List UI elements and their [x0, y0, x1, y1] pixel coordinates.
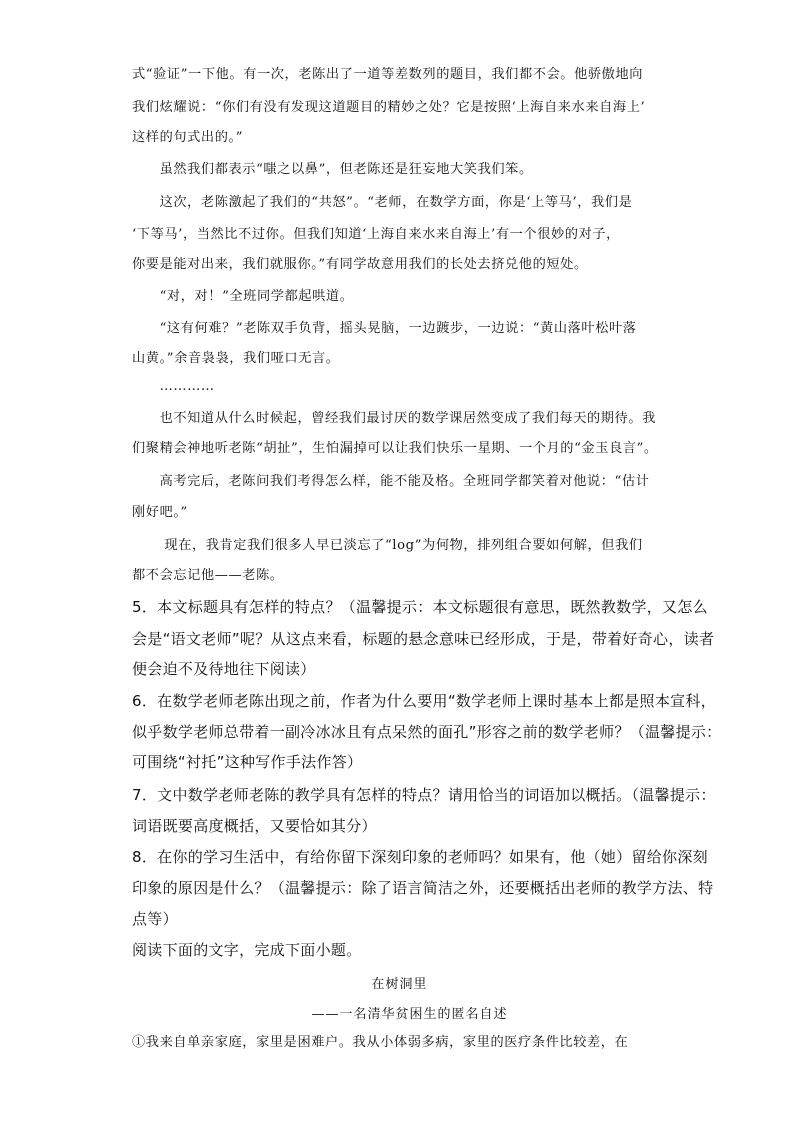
passage-line: ①我来自单亲家庭，家里是困难户。我从小体弱多病，家里的医疗条件比较差，在 — [132, 1035, 629, 1050]
question-line: 可围绕“衬托”这种写作手法作答） — [132, 753, 363, 771]
passage-line: 们聚精会神地听老陈“胡扯”，生怕漏掉可以让我们快乐一星期、一个月的“金玉良言”。 — [132, 441, 658, 456]
passage-line: 刚好吧。” — [132, 505, 188, 520]
passage-line: 也不知道从什么时候起，曾经我们最讨厌的数学课居然变成了我们每天的期待。我 — [132, 411, 656, 426]
question-line: 词语既要高度概括，又要恰如其分） — [132, 817, 377, 835]
question-line: 点等） — [132, 910, 178, 928]
passage-line: “对，对！”全班同学都起哄道。 — [132, 289, 354, 304]
question-line: 5．本文标题具有怎样的特点？（温馨提示：本文标题很有意思，既然教数学，又怎么 — [132, 598, 708, 616]
question-line: 印象的原因是什么？（温馨提示：除了语言简洁之外，还要概括出老师的教学方法、特 — [132, 879, 714, 897]
passage-line: 山黄。”余音袅袅，我们哑口无言。 — [132, 351, 340, 366]
question-line: 阅读下面的文字，完成下面小题。 — [132, 941, 362, 959]
passage-line: 虽然我们都表示“嗤之以鼻”，但老陈还是狂妄地大笑我们笨。 — [132, 162, 533, 177]
question-line: 7．文中数学老师老陈的教学具有怎样的特点？请用恰当的词语加以概括。（温馨提示： — [132, 786, 716, 804]
article-subtitle: ——一名清华贫困生的匿名自述 — [311, 1007, 508, 1022]
passage-line: ………… — [132, 379, 215, 394]
passage-line: 现在，我肯定我们很多人早已淡忘了“log”为何物，排列组合要如何解，但我们 — [132, 538, 643, 553]
question-line: 似乎数学老师总带着一副冷冰冰且有点呆然的面孔”形容之前的数学老师？（温馨提示： — [132, 723, 722, 741]
article-title: 在树洞里 — [371, 977, 428, 992]
passage-line: 我们炫耀说：“你们有没有发现这道题目的精妙之处？它是按照‘上海自来水来自海上’ — [132, 100, 646, 115]
passage-line: 都不会忘记他——老陈。 — [132, 568, 284, 583]
question-line: 会是“语文老师”呢？从这点来看，标题的悬念意味已经形成，于是，带着好奇心，读者 — [132, 630, 715, 648]
passage-line: 这样的句式出的。” — [132, 130, 244, 145]
passage-line: “这有何难？”老陈双手负背，摇头晃脑，一边踱步，一边说：“黄山落叶松叶落 — [132, 321, 637, 336]
question-line: 6．在数学老师老陈出现之前，作者为什么要用“数学老师上课时基本上都是照本宣科， — [132, 692, 717, 710]
question-line: 便会迫不及待地往下阅读） — [132, 660, 316, 678]
question-line: 8．在你的学习生活中，有给你留下深刻印象的老师吗？如果有，他（她）留给你深刻 — [132, 848, 708, 866]
passage-line: ‘下等马’，当然比不过你。但我们知道‘上海自来水来自海上’有一个很妙的对子， — [132, 227, 620, 242]
passage-line: 你要是能对出来，我们就服你。”有同学故意用我们的长处去挤兑他的短处。 — [132, 257, 588, 272]
passage-line: 式“验证”一下他。有一次，老陈出了一道等差数列的题目，我们都不会。他骄傲地向 — [132, 67, 644, 82]
passage-line: 高考完后，老陈问我们考得怎么样，能不能及格。全班同学都笑着对他说：“估计 — [132, 474, 650, 489]
passage-line: 这次，老陈激起了我们的“共怒”。“老师，在数学方面，你是‘上等马’，我们是 — [132, 195, 633, 210]
